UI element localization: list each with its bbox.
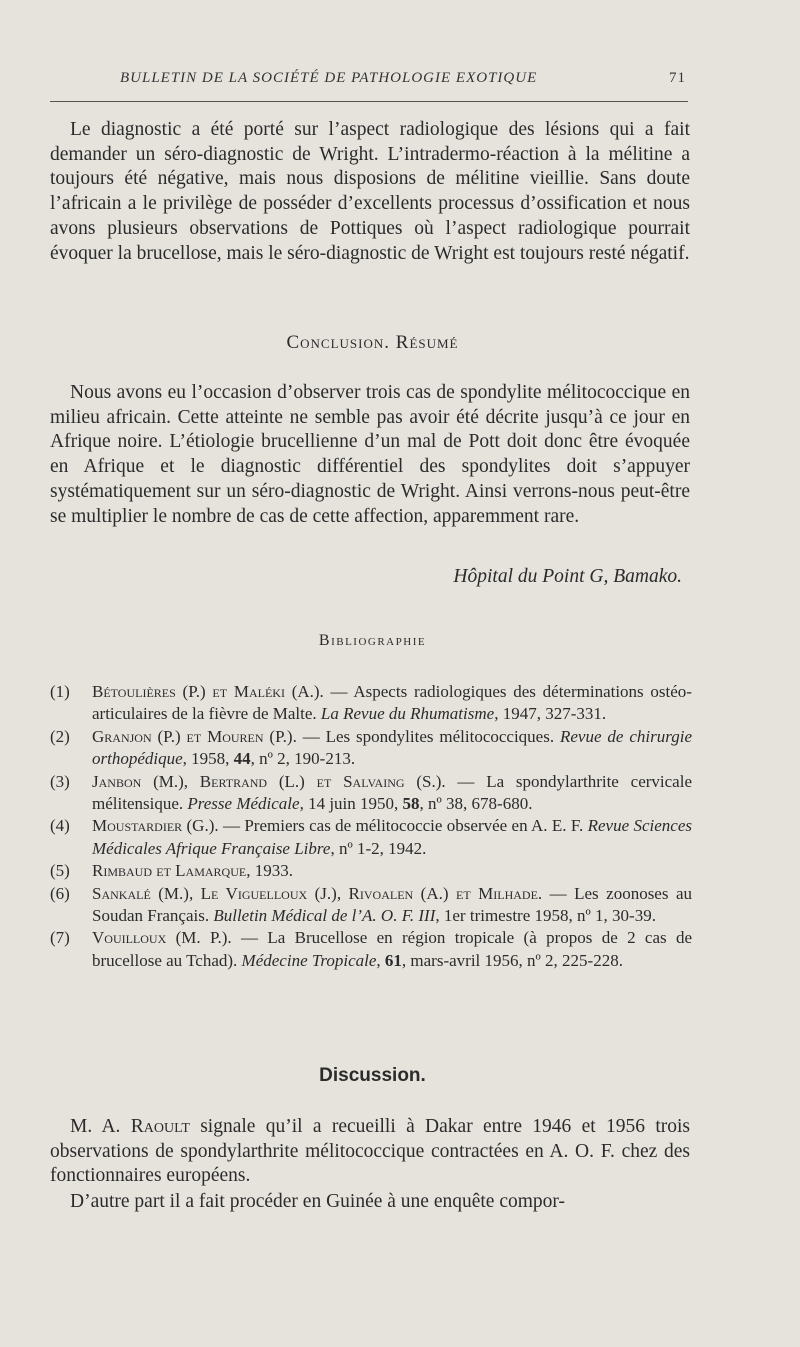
reference-title: 1933. [250,861,293,881]
reference-journal: La Revue du Rhumatisme [320,704,495,724]
reference-item [50,681,692,726]
reference-details: , 1er trimestre 1958, nº 1, 30-39. [435,906,656,926]
reference-journal: Revue Sciences Médicales Afrique Française Libre [92,816,692,858]
reference-authors: Moustardier (G.). [92,816,219,836]
reference-number: (3) [50,771,70,791]
reference-journal: Revue de chirurgie orthopédique [92,726,692,769]
reference-authors: Sankalé (M.), Le Viguelloux (J.), Rivoalen (A.) et Milhade. [92,883,543,903]
reference-details: , nº 1-2, 1942. [330,838,427,858]
reference-volume: 61 [384,950,402,970]
reference-journal: Presse Médicale [187,794,300,814]
reference-authors: Janbon (M.), Bertrand (L.) et Salvaing (S.). [92,771,446,791]
page-number: 71 [669,70,686,86]
reference-details: , 14 juin 1950, [299,794,403,814]
journal-title: BULLETIN DE LA SOCIÉTÉ DE PATHOLOGIE EXOTIQUE [120,70,538,86]
reference-authors: Bétoulières (P.) et Maléki (A.). [92,682,324,701]
reference-number: (1) [50,682,70,701]
reference-item [50,815,692,860]
reference-item [50,927,692,972]
discussion-paragraph-2: D’autre part il a fait procéder en Guinée à une enquête compor- [70,1191,565,1212]
reference-title: — Les spondylites mélitococciques. [296,726,560,746]
reference-authors: Vouilloux (M. P.). [92,928,232,948]
header-rule [50,101,688,102]
reference-number: (6) [50,883,70,903]
reference-volume: 44 [233,749,251,769]
reference-details: , [376,950,385,970]
reference-details-end: , nº 38, 678-680. [419,794,533,814]
discussion-text: signale qu’il a recueilli à Dakar entre 1946 et 1956 trois observations de spondylarthrite mélitococcique contractées en A. O. F. chez des fonctionnaires européens. [50,1116,690,1187]
signature: Hôpital du Point G, Bamako. [453,566,682,587]
reference-number: (4) [50,816,70,836]
discussion-heading: Discussion. [319,1065,426,1086]
reference-authors: Granjon (P.) et Mouren (P.). [92,726,297,746]
reference-details-end: , nº 2, 190-213. [250,749,356,769]
discussion-speaker: M. A. Raoult [70,1116,190,1137]
reference-item [50,860,692,882]
discussion-paragraph [50,1115,690,1189]
reference-number: (5) [50,861,70,881]
reference-title: — Les zoonoses au Soudan Français. [92,883,692,926]
reference-title: — La spondylarthrite cervicale mélitensique. [92,771,692,814]
reference-title: — La Brucellose en région tropicale (à propos de 2 cas de brucellose au Tchad). [92,928,692,970]
reference-journal: Médecine Tropicale [241,950,377,970]
reference-number: (7) [50,928,70,948]
reference-details: , 1947, 327-331. [494,704,607,724]
reference-volume: 58 [402,794,420,814]
reference-list [50,681,692,972]
reference-title: — Aspects radiologiques des déterminations ostéo-articulaires de la fièvre de Malte. [92,682,692,724]
bibliography-heading: Bibliographie [318,632,427,649]
paragraph-diagnostic: Le diagnostic a été porté sur l’aspect radiologique des lésions qui a fait demander un séro-diagnostic de Wright. L’intradermo-réaction à la mélitine a toujours été négative, mais nous disposions de mélitine vieillie. Sans doute l’africain a le privilège de posséder d’excellents processus d’ossification et nous avons plusieurs observations de Pottiques où l’aspect radiologique pourrait évoquer la brucellose, mais le séro-diagnostic de Wright est toujours resté négatif. [50,119,690,264]
reference-journal: Bulletin Médical de l’A. O. F. III [213,906,436,926]
conclusion-heading: Conclusion. Résumé [286,332,459,353]
reference-item [50,771,692,816]
reference-item [50,726,692,771]
reference-details-end: , mars-avril 1956, nº 2, 225-228. [401,950,623,970]
reference-details: , 1958, [182,749,234,769]
reference-title: — Premiers cas de mélitococcie observée en A. E. F. [218,816,588,836]
reference-item [50,883,692,928]
reference-number: (2) [50,726,70,746]
paragraph-conclusion: Nous avons eu l’occasion d’observer trois cas de spondylite mélitococcique en milieu africain. Cette atteinte ne semble pas avoir été décrite jusqu’à ce jour en Afrique noire. L’étiologie brucellienne d’un mal de Pott doit donc être évoquée en Afrique et le diagnostic différentiel des spondylites doit s’appuyer systématiquement sur un séro-diagnostic de Wright. Ainsi verrons-nous peut-être se multiplier le nombre de cas de cette affection, apparemment rare. [50,382,690,527]
reference-authors: Rimbaud et Lamarque, [92,861,251,881]
